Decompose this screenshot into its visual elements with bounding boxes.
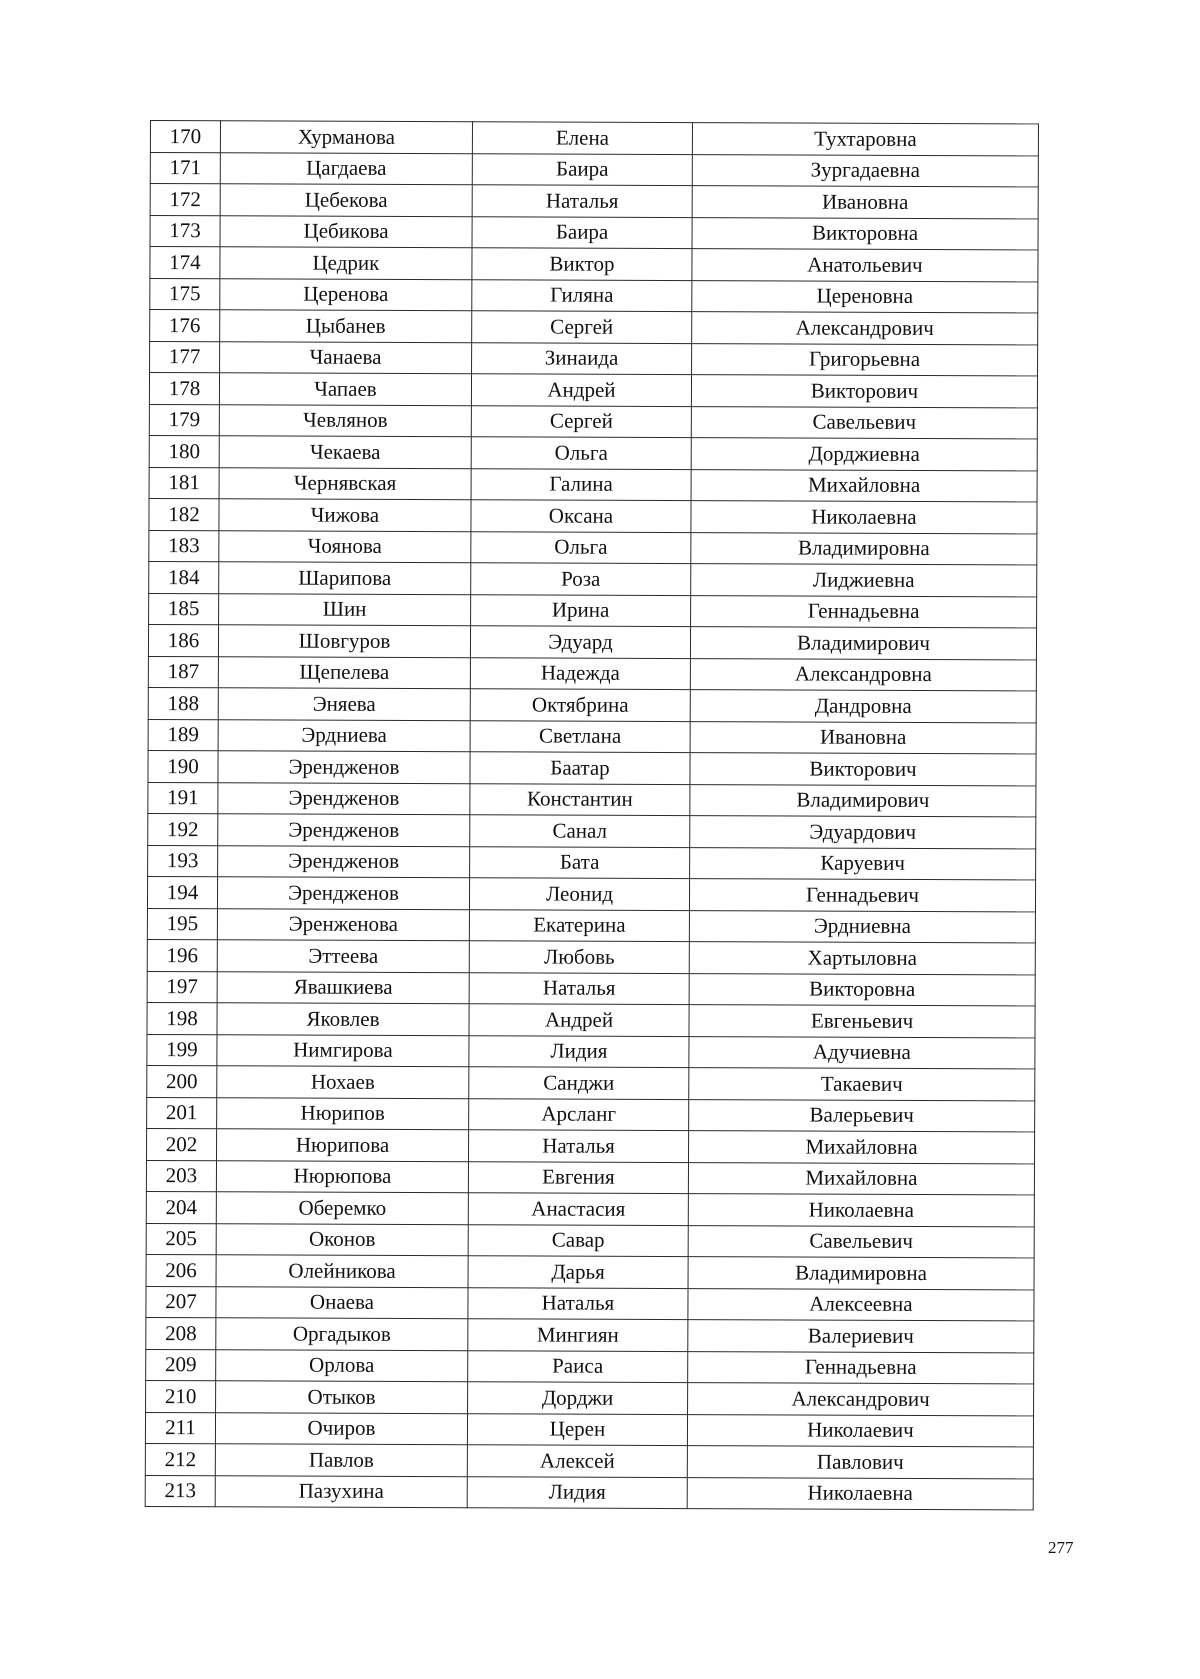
first-name-cell: Андрей [469,1004,689,1036]
table-row [150,121,1038,156]
table-row [149,467,1037,502]
patronymic-cell: Алексеевна [688,1288,1034,1321]
row-number-cell: 177 [150,341,220,373]
table-row [150,310,1038,345]
table-row [150,278,1038,313]
last-name-cell: Эрендженов [217,877,469,909]
first-name-cell: Баира [472,153,692,185]
first-name-cell: Зинаида [472,342,692,374]
row-number-cell: 184 [149,561,219,593]
last-name-cell: Чернявская [219,467,471,499]
patronymic-cell: Тухтаровна [692,123,1038,156]
patronymic-cell: Михайловна [691,469,1037,502]
row-number-cell: 183 [149,530,219,562]
first-name-cell: Сергей [472,311,692,343]
patronymic-cell: Эрдниевна [689,910,1035,943]
roster-table-body [145,121,1038,1510]
row-number-cell: 195 [147,908,217,940]
first-name-cell: Наталья [469,972,689,1004]
table-row [147,939,1035,974]
row-number-cell: 176 [150,310,220,342]
table-row [146,1317,1034,1352]
patronymic-cell: Ивановна [690,721,1036,754]
last-name-cell: Оргадыков [216,1318,468,1350]
last-name-cell: Хурманова [220,121,472,153]
last-name-cell: Щепелева [218,656,470,688]
last-name-cell: Шарипова [219,562,471,594]
row-number-cell: 170 [150,121,220,153]
patronymic-cell: Такаевич [689,1068,1035,1101]
row-number-cell: 188 [148,687,218,719]
first-name-cell: Арсланг [469,1098,689,1130]
table-row [148,656,1036,691]
first-name-cell: Оксана [471,500,691,532]
row-number-cell: 178 [149,373,219,405]
first-name-cell: Лидия [469,1035,689,1067]
first-name-cell: Санджи [469,1067,689,1099]
row-number-cell: 200 [147,1065,217,1097]
first-name-cell: Ольга [471,531,691,563]
page-number: 277 [1048,1538,1074,1557]
last-name-cell: Чоянова [219,530,471,562]
last-name-cell: Эрендженов [218,751,470,783]
last-name-cell: Чапаев [219,373,471,405]
patronymic-cell: Михайловна [689,1131,1035,1164]
patronymic-cell: Геннадьевна [688,1351,1034,1384]
last-name-cell: Нюрипов [217,1097,469,1129]
last-name-cell: Олейникова [216,1255,468,1287]
table-row [150,215,1038,250]
first-name-cell: Ольга [471,437,691,469]
row-number-cell: 196 [147,939,217,971]
first-name-cell: Наталья [469,1130,689,1162]
row-number-cell: 181 [149,467,219,499]
row-number-cell: 198 [147,1002,217,1034]
row-number-cell: 185 [149,593,219,625]
last-name-cell: Цебекова [220,184,472,216]
patronymic-cell: Хартыловна [689,942,1035,975]
patronymic-cell: Владимировна [688,1257,1034,1290]
patronymic-cell: Александровна [690,658,1036,691]
table-row [145,1412,1033,1447]
first-name-cell: Елена [472,122,692,154]
first-name-cell: Сергей [471,405,691,437]
row-number-cell: 205 [146,1223,216,1255]
patronymic-cell: Эдуардович [690,816,1036,849]
last-name-cell: Нюрюпова [216,1160,468,1192]
last-name-cell: Эняева [218,688,470,720]
last-name-cell: Церенова [220,278,472,310]
table-row [146,1254,1034,1289]
last-name-cell: Павлов [215,1444,467,1476]
table-row [147,908,1035,943]
last-name-cell: Чижова [219,499,471,531]
first-name-cell: Виктор [472,248,692,280]
patronymic-cell: Николаевич [687,1414,1033,1447]
patronymic-cell: Анатольевич [692,249,1038,282]
row-number-cell: 187 [148,656,218,688]
last-name-cell: Отыков [216,1381,468,1413]
last-name-cell: Чекаева [219,436,471,468]
roster-table [145,120,1039,1510]
table-row [146,1349,1034,1384]
last-name-cell: Онаева [216,1286,468,1318]
table-row [148,845,1036,880]
patronymic-cell: Викторовна [689,973,1035,1006]
row-number-cell: 192 [148,813,218,845]
last-name-cell: Цыбанев [220,310,472,342]
first-name-cell: Наталья [468,1287,688,1319]
row-number-cell: 173 [150,215,220,247]
row-number-cell: 213 [145,1475,215,1507]
last-name-cell: Цебикова [220,215,472,247]
last-name-cell: Орлова [216,1349,468,1381]
first-name-cell: Дорджи [468,1382,688,1414]
first-name-cell: Любовь [469,941,689,973]
table-row [146,1286,1034,1321]
table-row [148,750,1036,785]
first-name-cell: Октябрина [470,689,690,721]
last-name-cell: Очиров [215,1412,467,1444]
patronymic-cell: Савельевич [691,406,1037,439]
last-name-cell: Цагдаева [220,152,472,184]
first-name-cell: Галина [471,468,691,500]
row-number-cell: 201 [147,1097,217,1129]
first-name-cell: Эдуард [470,626,690,658]
row-number-cell: 207 [146,1286,216,1318]
table-row [147,1034,1035,1069]
row-number-cell: 182 [149,498,219,530]
row-number-cell: 211 [145,1412,215,1444]
patronymic-cell: Павлович [687,1446,1033,1479]
last-name-cell: Нохаев [217,1066,469,1098]
row-number-cell: 212 [145,1443,215,1475]
first-name-cell: Лидия [467,1476,687,1508]
patronymic-cell: Александрович [688,1383,1034,1416]
first-name-cell: Церен [467,1413,687,1445]
table-row [149,404,1037,439]
first-name-cell: Екатерина [469,909,689,941]
first-name-cell: Гиляна [472,279,692,311]
patronymic-cell: Адучиевна [689,1036,1035,1069]
table-row [150,341,1038,376]
row-number-cell: 208 [146,1317,216,1349]
table-row [149,530,1037,565]
patronymic-cell: Михайловна [688,1162,1034,1195]
patronymic-cell: Ивановна [692,186,1038,219]
last-name-cell: Оберемко [216,1192,468,1224]
table-row [148,813,1036,848]
first-name-cell: Санал [470,815,690,847]
patronymic-cell: Викторовна [692,217,1038,250]
last-name-cell: Чанаева [220,341,472,373]
last-name-cell: Эрдниева [218,719,470,751]
last-name-cell: Явашкиева [217,971,469,1003]
first-name-cell: Бата [470,846,690,878]
table-row [148,624,1036,659]
last-name-cell: Шин [219,593,471,625]
row-number-cell: 190 [148,750,218,782]
patronymic-cell: Савельевич [688,1225,1034,1258]
table-row [149,593,1037,628]
patronymic-cell: Евгеньевич [689,1005,1035,1038]
patronymic-cell: Григорьевна [692,343,1038,376]
table-row [150,152,1038,187]
row-number-cell: 206 [146,1254,216,1286]
patronymic-cell: Александрович [692,312,1038,345]
patronymic-cell: Лиджиевна [691,564,1037,597]
table-row [145,1475,1033,1510]
patronymic-cell: Каруевич [690,847,1036,880]
patronymic-cell: Николаевна [691,501,1037,534]
last-name-cell: Оконов [216,1223,468,1255]
table-row [146,1380,1034,1415]
first-name-cell: Баатар [470,752,690,784]
table-row [148,687,1036,722]
last-name-cell: Яковлев [217,1003,469,1035]
row-number-cell: 186 [148,624,218,656]
row-number-cell: 202 [147,1128,217,1160]
first-name-cell: Мингиян [468,1319,688,1351]
last-name-cell: Эрендженов [218,845,470,877]
first-name-cell: Ирина [471,594,691,626]
table-row [149,435,1037,470]
last-name-cell: Эренженова [217,908,469,940]
first-name-cell: Алексей [467,1445,687,1477]
table-row [148,719,1036,754]
patronymic-cell: Зургадаевна [692,154,1038,187]
row-number-cell: 180 [149,435,219,467]
table-row [145,1443,1033,1478]
last-name-cell: Эрендженов [218,814,470,846]
row-number-cell: 194 [147,876,217,908]
table-row [147,1065,1035,1100]
first-name-cell: Андрей [471,374,691,406]
first-name-cell: Евгения [468,1161,688,1193]
row-number-cell: 189 [148,719,218,751]
row-number-cell: 193 [148,845,218,877]
first-name-cell: Константин [470,783,690,815]
row-number-cell: 199 [147,1034,217,1066]
first-name-cell: Баира [472,216,692,248]
row-number-cell: 174 [150,247,220,279]
patronymic-cell: Николаевна [688,1194,1034,1227]
patronymic-cell: Николаевна [687,1477,1033,1510]
first-name-cell: Светлана [470,720,690,752]
table-row [147,1097,1035,1132]
first-name-cell: Савар [468,1224,688,1256]
first-name-cell: Роза [471,563,691,595]
patronymic-cell: Владимировна [691,532,1037,565]
row-number-cell: 179 [149,404,219,436]
patronymic-cell: Викторович [690,753,1036,786]
last-name-cell: Нюрипова [217,1129,469,1161]
patronymic-cell: Викторович [691,375,1037,408]
patronymic-cell: Валерьевич [689,1099,1035,1132]
first-name-cell: Леонид [469,878,689,910]
first-name-cell: Наталья [472,185,692,217]
last-name-cell: Шовгуров [218,625,470,657]
row-number-cell: 191 [148,782,218,814]
table-row [149,498,1037,533]
patronymic-cell: Владимирович [690,784,1036,817]
last-name-cell: Эттеева [217,940,469,972]
table-row [150,247,1038,282]
first-name-cell: Раиса [468,1350,688,1382]
row-number-cell: 172 [150,184,220,216]
patronymic-cell: Геннадьевна [691,595,1037,628]
patronymic-cell: Валериевич [688,1320,1034,1353]
table-row [146,1223,1034,1258]
row-number-cell: 197 [147,971,217,1003]
row-number-cell: 204 [146,1191,216,1223]
last-name-cell: Пазухина [215,1475,467,1507]
patronymic-cell: Дандровна [690,690,1036,723]
table-row [149,373,1037,408]
row-number-cell: 209 [146,1349,216,1381]
row-number-cell: 203 [146,1160,216,1192]
first-name-cell: Дарья [468,1256,688,1288]
last-name-cell: Нимгирова [217,1034,469,1066]
first-name-cell: Анастасия [468,1193,688,1225]
last-name-cell: Чевлянов [219,404,471,436]
row-number-cell: 210 [146,1380,216,1412]
last-name-cell: Эрендженов [218,782,470,814]
patronymic-cell: Владимирович [690,627,1036,660]
table-row [147,876,1035,911]
patronymic-cell: Цереновна [692,280,1038,313]
table-row [147,1002,1035,1037]
first-name-cell: Надежда [470,657,690,689]
table-row [146,1160,1034,1195]
row-number-cell: 175 [150,278,220,310]
row-number-cell: 171 [150,152,220,184]
table-row [146,1191,1034,1226]
last-name-cell: Цедрик [220,247,472,279]
table-row [148,782,1036,817]
table-row [149,561,1037,596]
patronymic-cell: Дорджиевна [691,438,1037,471]
table-row [147,971,1035,1006]
patronymic-cell: Геннадьевич [689,879,1035,912]
table-row [150,184,1038,219]
table-row [147,1128,1035,1163]
